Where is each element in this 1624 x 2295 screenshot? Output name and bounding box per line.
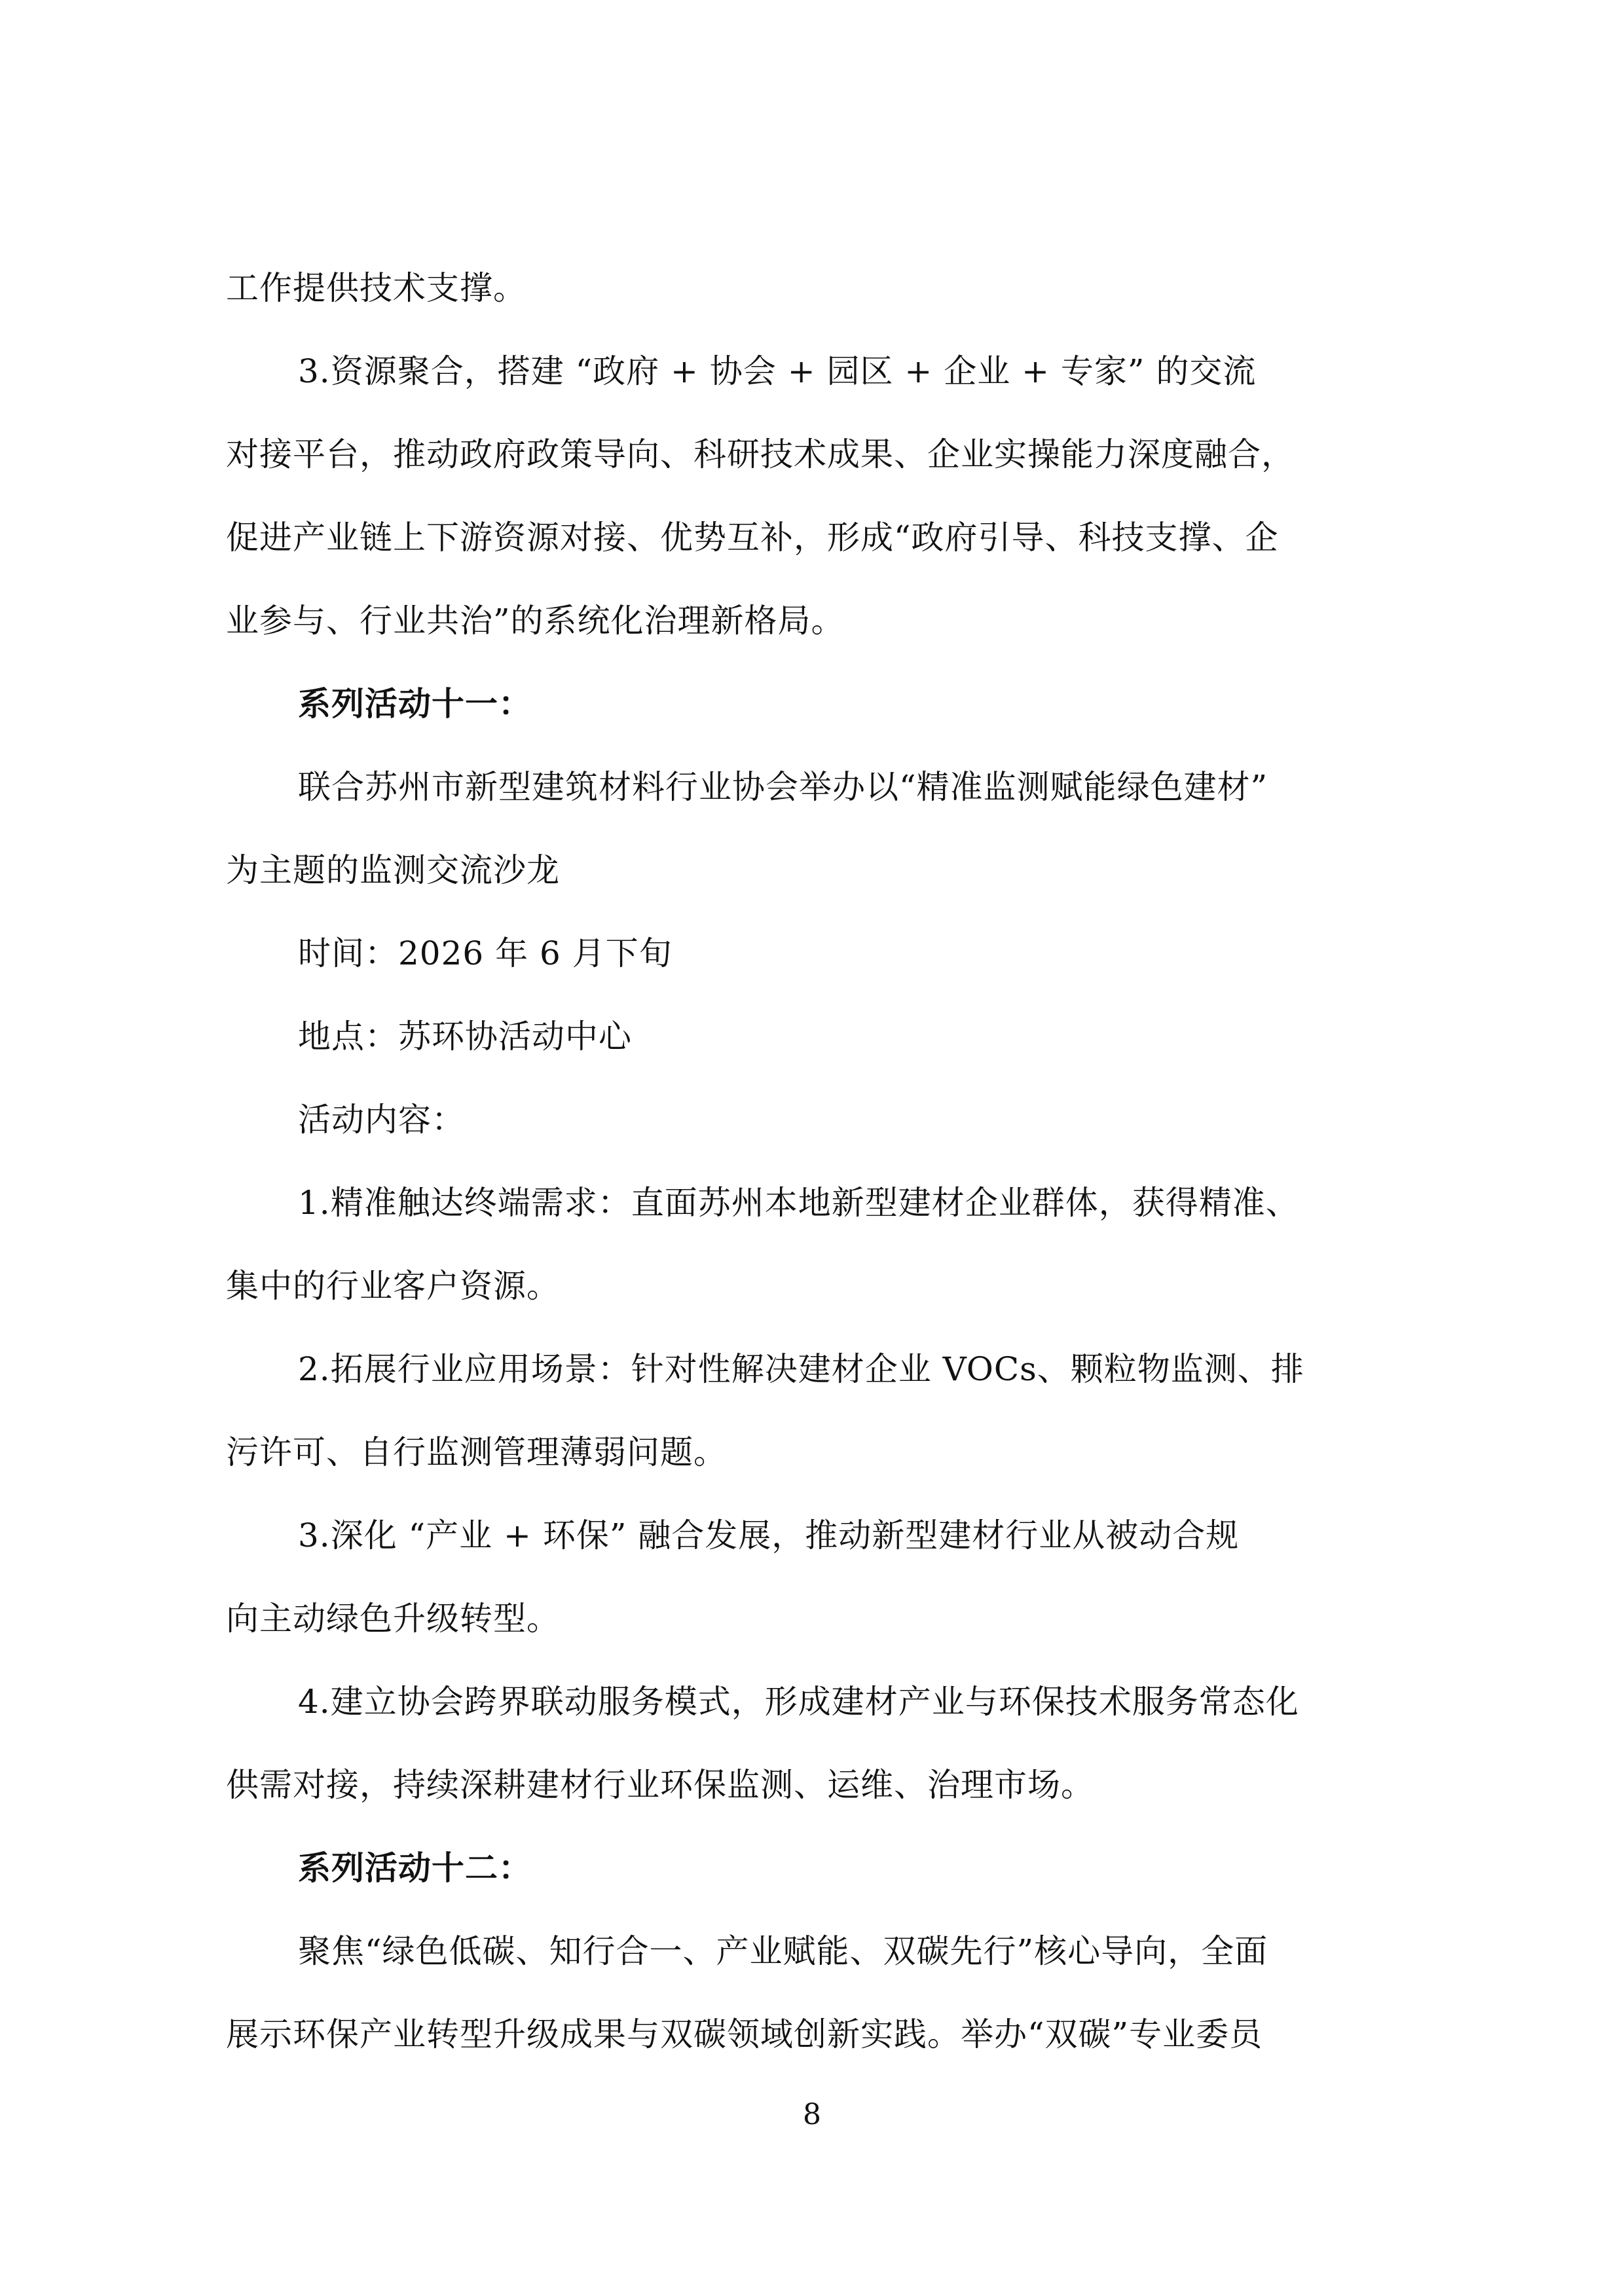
paragraph-line: 聚焦“绿色低碳、知行合一、产业赋能、双碳先行”核心导向，全面 [298, 1932, 1268, 1970]
paragraph-line: 供需对接，持续深耕建材行业环保监测、运维、治理市场。 [226, 1766, 1094, 1804]
paragraph-line: 业参与、行业共治”的系统化治理新格局。 [226, 602, 845, 640]
paragraph-line: 3.资源聚合，搭建 “政府 + 协会 + 园区 + 企业 + 专家” 的交流 [298, 352, 1257, 390]
paragraph-line: 3.深化 “产业 + 环保” 融合发展，推动新型建材行业从被动合规 [298, 1516, 1240, 1554]
paragraph-line: 为主题的监测交流沙龙 [226, 851, 560, 889]
paragraph-line: 污许可、自行监测管理薄弱问题。 [226, 1433, 727, 1471]
paragraph-line: 促进产业链上下游资源对接、优势互补，形成“政府引导、科技支撑、企 [226, 519, 1279, 557]
paragraph-line: 集中的行业客户资源。 [226, 1267, 560, 1305]
event-content-label: 活动内容： [298, 1101, 465, 1139]
paragraph-line: 1.精准触达终端需求：直面苏州本地新型建材企业群体，获得精准、 [298, 1184, 1299, 1222]
paragraph-line: 工作提供技术支撑。 [226, 269, 526, 307]
paragraph-line: 向主动绿色升级转型。 [226, 1600, 560, 1638]
page-number: 8 [803, 2098, 821, 2131]
paragraph-line: 展示环保产业转型升级成果与双碳领域创新实践。举办“双碳”专业委员 [226, 2015, 1263, 2053]
paragraph-line: 4.建立协会跨界联动服务模式，形成建材产业与环保技术服务常态化 [298, 1683, 1299, 1721]
event-time: 时间：2026 年 6 月下旬 [298, 934, 673, 972]
section-heading: 系列活动十一： [298, 684, 532, 723]
paragraph-line: 对接平台，推动政府政策导向、科研技术成果、企业实操能力深度融合， [226, 435, 1295, 473]
section-heading: 系列活动十二： [298, 1848, 532, 1887]
paragraph-line: 联合苏州市新型建筑材料行业协会举办以“精准监测赋能绿色建材” [298, 768, 1268, 806]
paragraph-line: 2.拓展行业应用场景：针对性解决建材企业 VOCs、颗粒物监测、排 [298, 1350, 1304, 1388]
event-location: 地点：苏环协活动中心 [298, 1018, 632, 1056]
